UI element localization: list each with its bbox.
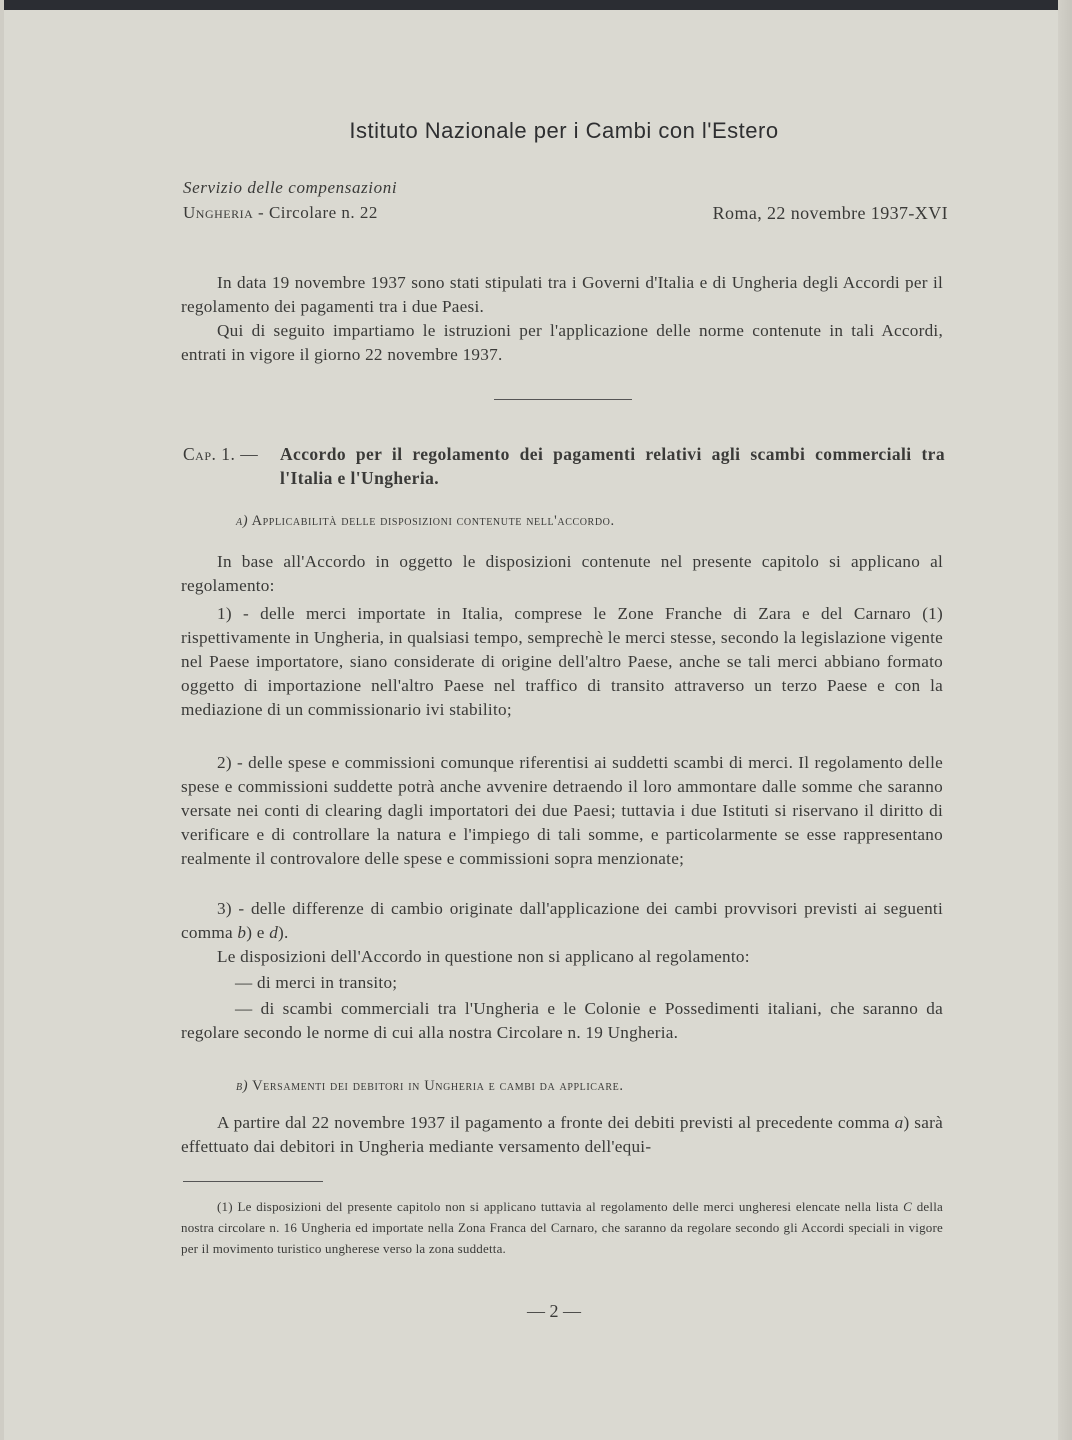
section-b-letter: b) xyxy=(236,1078,249,1094)
item-3-text-end: ). xyxy=(278,923,289,942)
footnote-text: (1) Le disposizioni del presente capitolo non si applicano tuttavia al regolamento delle merci ungheresi elencate nella lista xyxy=(217,1199,904,1214)
section-b-text-end: ) sarà effettuato dai debitori in Ungheria mediante versamento dell'equi- xyxy=(181,1113,943,1156)
footnote-list-ref: C xyxy=(903,1199,913,1214)
exclusion-transit: — di merci in transito; xyxy=(235,973,398,992)
section-a-item-1: 1) - delle merci importate in Italia, comprese le Zone Franche di Zara e del Carnaro (1) rispettivamente in Ungheria, in qualsiasi tempo, semprechè le merci stesse, secondo la legislazione vigente nel Paese importatore, siano considerate di origine dell'altro Paese, anche se tali merci abbiano formato oggetto di importazione nell'altro Paese nel traffico di transito attraverso un terzo Paese e con la mediazione di un commissionario ivi stabilito; xyxy=(181,604,943,719)
chapter-heading xyxy=(183,442,945,490)
item-3-ref-d: d xyxy=(269,923,279,942)
document-date: Roma, 22 novembre 1937-XVI xyxy=(712,203,948,223)
item-3-ref-b: b xyxy=(237,923,247,942)
item-3-text: 3) - delle differenze di cambio originate dall'applicazione dei cambi provvisori previsti ai seguenti comma xyxy=(181,899,943,942)
service-label: Servizio delle compensazioni xyxy=(183,178,398,197)
intro-paragraph-2: Qui di seguito impartiamo le istruzioni per l'applicazione delle norme contenute in tali Accordi, entrati in vigore il giorno 22 novembre 1937. xyxy=(181,321,943,364)
item-3-text-mid: ) e xyxy=(246,923,270,942)
circular-label xyxy=(183,203,378,223)
intro-paragraph-1: In data 19 novembre 1937 sono stati stipulati tra i Governi d'Italia e di Ungheria degli Accordi per il regolamento dei pagamenti tra i due Paesi. xyxy=(181,273,943,316)
section-a-letter: a) xyxy=(236,513,249,529)
footnote-text-end: della nostra circolare n. 16 Ungheria ed importate nella Zona Franca del Carnaro, che saranno da regolare secondo gli Accordi speciali in vigore per il movimento turistico ungherese verso la zona suddetta. xyxy=(181,1199,943,1256)
footnote xyxy=(181,1196,943,1259)
section-a-title: Applicabilità delle disposizioni contenute nell'accordo. xyxy=(251,513,615,529)
exclusion-colonies: — di scambi commerciali tra l'Ungheria e le Colonie e Possedimenti italiani, che saranno da regolare secondo le norme di cui alla nostra Circolare n. 19 Ungheria. xyxy=(181,999,943,1042)
exclusions-intro: Le disposizioni dell'Accordo in questione non si applicano al regolamento: xyxy=(217,947,750,966)
section-a-paragraph: In base all'Accordo in oggetto le disposizioni contenute nel presente capitolo si applicano al regolamento: xyxy=(181,552,943,595)
section-a-item-2: 2) - delle spese e commissioni comunque riferentisi ai suddetti scambi di merci. Il regolamento delle spese e commissioni suddette potrà anche avvenire detraendo il loro ammontare dalle somme che saranno versate nei conti di clearing dagli importatori dei due Paesi; tuttavia i due Istituti si riservano il diritto di verificare e di controllare la natura e l'impiego di tali somme, e particolarmente se esse rappresentano realmente il controvalore delle spese e commissioni sopra menzionate; xyxy=(181,753,943,868)
page-number: — 2 — xyxy=(527,1301,581,1321)
chapter-title: Accordo per il regolamento dei pagamenti relativi agli scambi commerciali tra l'Italia e l'Ungheria. xyxy=(280,444,945,488)
footnote-divider xyxy=(183,1181,323,1182)
section-divider xyxy=(494,399,632,400)
circular-country: Ungheria xyxy=(183,203,254,222)
section-a-heading xyxy=(236,513,615,530)
circular-number: - Circolare n. 22 xyxy=(253,203,378,222)
section-a-item-3 xyxy=(181,897,943,945)
section-b-title: Versamenti dei debitori in Ungheria e cambi da applicare. xyxy=(252,1078,624,1094)
section-b-ref-a: a xyxy=(894,1113,904,1132)
section-b-heading xyxy=(236,1078,624,1095)
institute-title: Istituto Nazionale per i Cambi con l'Estero xyxy=(349,118,779,143)
section-b-paragraph xyxy=(181,1111,943,1159)
section-b-text: A partire dal 22 novembre 1937 il pagamento a fronte dei debiti previsti al precedente comma xyxy=(217,1113,895,1132)
chapter-number: Cap. 1. — xyxy=(183,444,259,464)
